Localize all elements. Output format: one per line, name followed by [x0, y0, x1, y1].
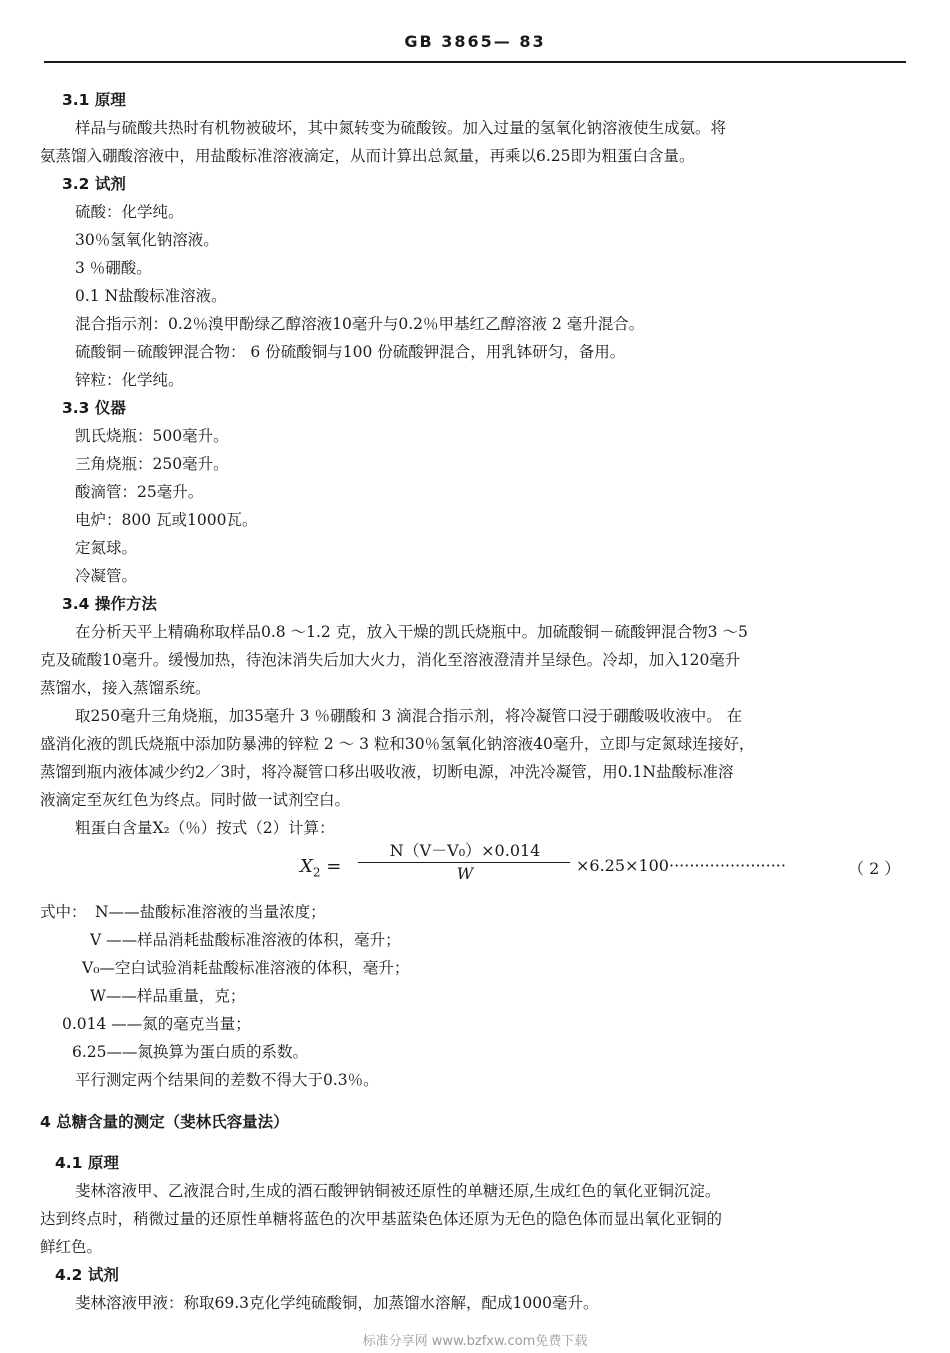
apparatus-item: 电炉：800 瓦或1000瓦。: [75, 511, 258, 529]
paragraph-line: 克及硫酸10毫升。缓慢加热，待泡沫消失后加大火力，消化至溶液澄清并呈绿色。冷却，加入120毫升: [40, 651, 741, 669]
fraction-bar: [358, 862, 570, 863]
paragraph-line: 样品与硫酸共热时有机物被破坏，其中氮转变为硫酸铵。加入过量的氢氧化钠溶液使生成氨。将: [75, 119, 727, 137]
reagent-item: 30％氢氧化钠溶液。: [75, 231, 219, 249]
paragraph-line: 蒸馏到瓶内液体减少约2／3时，将冷凝管口移出吸收液，切断电源，冲洗冷凝管，用0.1N盐酸标准溶: [40, 763, 734, 781]
heading-4-1: 4.1 原理: [55, 1154, 119, 1172]
heading-3-4: 3.4 操作方法: [62, 595, 157, 613]
equation-number: （ 2 ）: [848, 859, 901, 878]
paragraph-line: 取250毫升三角烧瓶，加35毫升 3 ％硼酸和 3 滴混合指示剂，将冷凝管口浸于硼酸吸收液中。 在: [75, 707, 743, 725]
formula-lhs: [300, 856, 341, 880]
where-item: 0.014 ——氮的毫克当量；: [62, 1015, 251, 1033]
paragraph-line: 氨蒸馏入硼酸溶液中，用盐酸标准溶液滴定，从而计算出总氮量，再乘以6.25即为粗蛋白含量。: [40, 147, 695, 165]
paragraph-line: 斐林溶液甲液：称取69.3克化学纯硫酸铜，加蒸馏水溶解，配成1000毫升。: [75, 1294, 599, 1312]
apparatus-item: 酸滴管：25毫升。: [75, 483, 204, 501]
paragraph-line: 蒸馏水，接入蒸馏系统。: [40, 679, 211, 697]
formula-variable: X: [300, 856, 313, 877]
reagent-item: 硫酸：化学纯。: [75, 203, 184, 221]
formula-2: [300, 838, 900, 888]
heading-4-2: 4.2 试剂: [55, 1266, 119, 1284]
apparatus-item: 冷凝管。: [75, 567, 138, 585]
heading-4: 4 总糖含量的测定（斐林氏容量法）: [40, 1113, 289, 1131]
header-rule: [44, 61, 906, 63]
formula-numerator: N（V－V₀）×0.014: [389, 841, 541, 860]
heading-3-2: 3.2 试剂: [62, 175, 126, 193]
where-item: V₀—空白试验消耗盐酸标准溶液的体积，毫升；: [82, 959, 410, 977]
watermark-link[interactable]: 标准分享网 www.bzfxw.com免费下载: [362, 1334, 588, 1349]
apparatus-item: 凯氏烧瓶：500毫升。: [75, 427, 229, 445]
reagent-item: 混合指示剂：0.2％溴甲酚绿乙醇溶液10毫升与0.2％甲基红乙醇溶液 2 毫升混合。: [75, 315, 645, 333]
formula-equals: =: [320, 856, 342, 877]
formula-subscript: 2: [312, 865, 321, 880]
paragraph-line: 斐林溶液甲、乙液混合时,生成的酒石酸钾钠铜被还原性的单糖还原,生成红色的氧化亚铜沉淀。: [75, 1182, 721, 1200]
paragraph-line: 在分析天平上精确称取样品0.8 ～1.2 克，放入干燥的凯氏烧瓶中。加硫酸铜－硫酸钾混合物3 ～5: [75, 623, 748, 641]
standard-code: GB 3865— 83: [404, 32, 546, 51]
where-lead: 式中：: [40, 903, 87, 921]
paragraph-line: 液滴定至灰红色为终点。同时做一试剂空白。: [40, 791, 351, 809]
heading-3-1: 3.1 原理: [62, 91, 126, 109]
paragraph-line: 达到终点时，稍微过量的还原性单糖将蓝色的次甲基蓝染色体还原为无色的隐色体而显出氧化亚铜的: [40, 1210, 723, 1228]
where-note: 平行测定两个结果间的差数不得大于0.3％。: [75, 1071, 379, 1089]
paragraph-line: 鲜红色。: [40, 1238, 103, 1256]
reagent-item: 硫酸铜－硫酸钾混合物： 6 份硫酸铜与100 份硫酸钾混合，用乳钵研匀，备用。: [75, 343, 626, 361]
paragraph-line: 粗蛋白含量X₂（％）按式（2）计算：: [75, 819, 335, 837]
apparatus-item: 定氮球。: [75, 539, 138, 557]
formula-rhs: ×6.25×100·······················: [576, 856, 786, 875]
where-item: N——盐酸标准溶液的当量浓度；: [95, 903, 326, 921]
heading-3-3: 3.3 仪器: [62, 399, 126, 417]
reagent-item: 锌粒：化学纯。: [75, 371, 184, 389]
formula-denominator: W: [456, 864, 474, 883]
reagent-item: 0.1 N盐酸标准溶液。: [75, 287, 227, 305]
where-item: W——样品重量，克；: [90, 987, 246, 1005]
reagent-item: 3 ％硼酸。: [75, 259, 152, 277]
where-item: V ——样品消耗盐酸标准溶液的体积，毫升；: [90, 931, 401, 949]
where-item: 6.25——氮换算为蛋白质的系数。: [72, 1043, 309, 1061]
apparatus-item: 三角烧瓶：250毫升。: [75, 455, 229, 473]
paragraph-line: 盛消化液的凯氏烧瓶中添加防暴沸的锌粒 2 ～ 3 粒和30％氢氧化钠溶液40毫升，立即与定氮球连接好，: [40, 735, 755, 753]
